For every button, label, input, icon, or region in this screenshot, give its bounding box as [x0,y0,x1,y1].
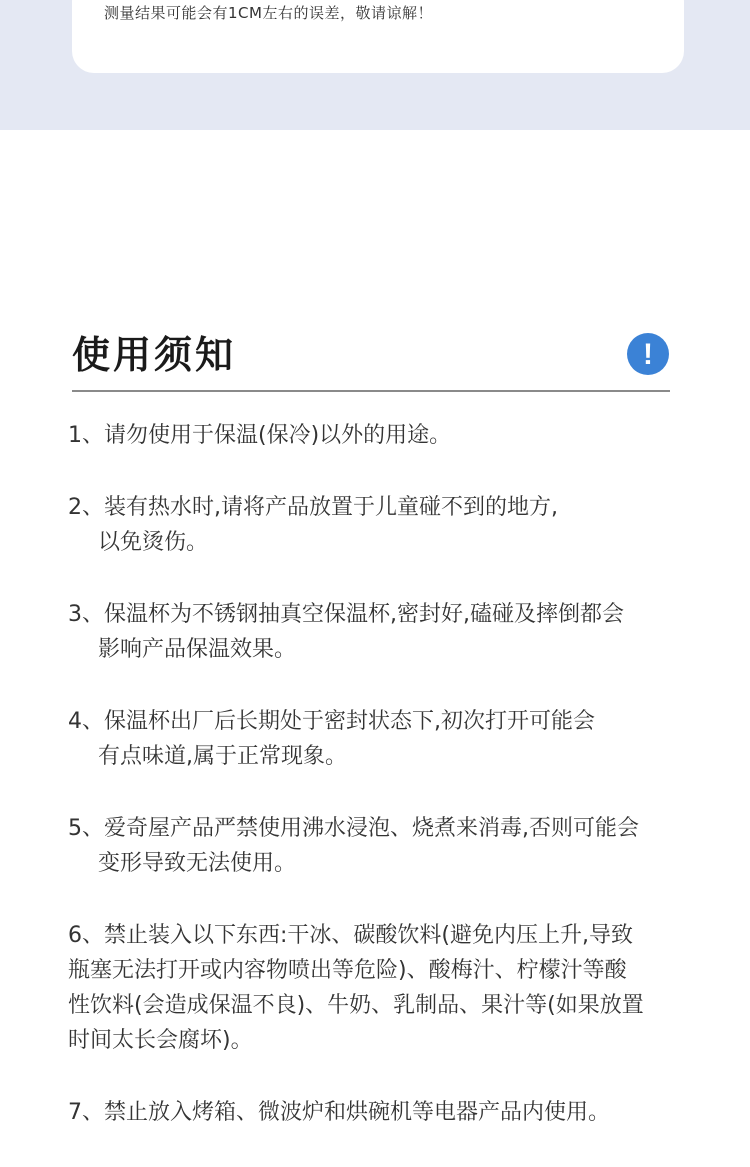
rule-line: 影响产品保温效果。 [98,637,297,662]
exclamation-mark: ! [643,338,653,371]
rule-line: 变形导致无法使用。 [98,851,297,876]
rule-line: 6、禁止装入以下东西:干冰、碳酸饮料(避免内压上升,导致 [68,923,633,948]
rule-line: 有点味道,属于正常现象。 [98,744,347,769]
rule-line: 以免烫伤。 [98,530,209,555]
rule-item [68,418,718,453]
rule-line: 性饮料(会造成保温不良)、牛奶、乳制品、果汁等(如果放置 [68,993,644,1018]
top-band [0,0,750,130]
rule-line: 2、装有热水时,请将产品放置于儿童碰不到的地方, [68,495,558,520]
rule-line: 5、爱奇屋产品严禁使用沸水浸泡、烧煮来消毒,否则可能会 [68,816,639,841]
usage-rules-list [68,418,718,1167]
rule-item [68,918,718,1058]
usage-notice-title: 使用须知 [72,333,237,377]
rule-item [68,597,718,667]
rule-line: 7、禁止放入烤箱、微波炉和烘碗机等电器产品内使用。 [68,1100,610,1125]
rule-line: 瓶塞无法打开或内容物喷出等危险)、酸梅汁、柠檬汁等酸 [68,958,627,983]
measurement-note-text: 测量结果可能会有1CM左右的误差，敬请谅解！ [104,4,433,22]
exclamation-circle-icon [627,333,669,375]
rule-line: 1、请勿使用于保温(保冷)以外的用途。 [68,423,452,448]
measurement-note-card [72,0,684,73]
rule-item [68,490,718,560]
rule-item [68,811,718,881]
rule-line: 4、保温杯出厂后长期处于密封状态下,初次打开可能会 [68,709,595,734]
rule-item [68,704,718,774]
rule-line: 3、保温杯为不锈钢抽真空保温杯,密封好,磕碰及摔倒都会 [68,602,624,627]
title-divider [72,390,670,392]
rule-line: 时间太长会腐坏)。 [68,1028,253,1053]
